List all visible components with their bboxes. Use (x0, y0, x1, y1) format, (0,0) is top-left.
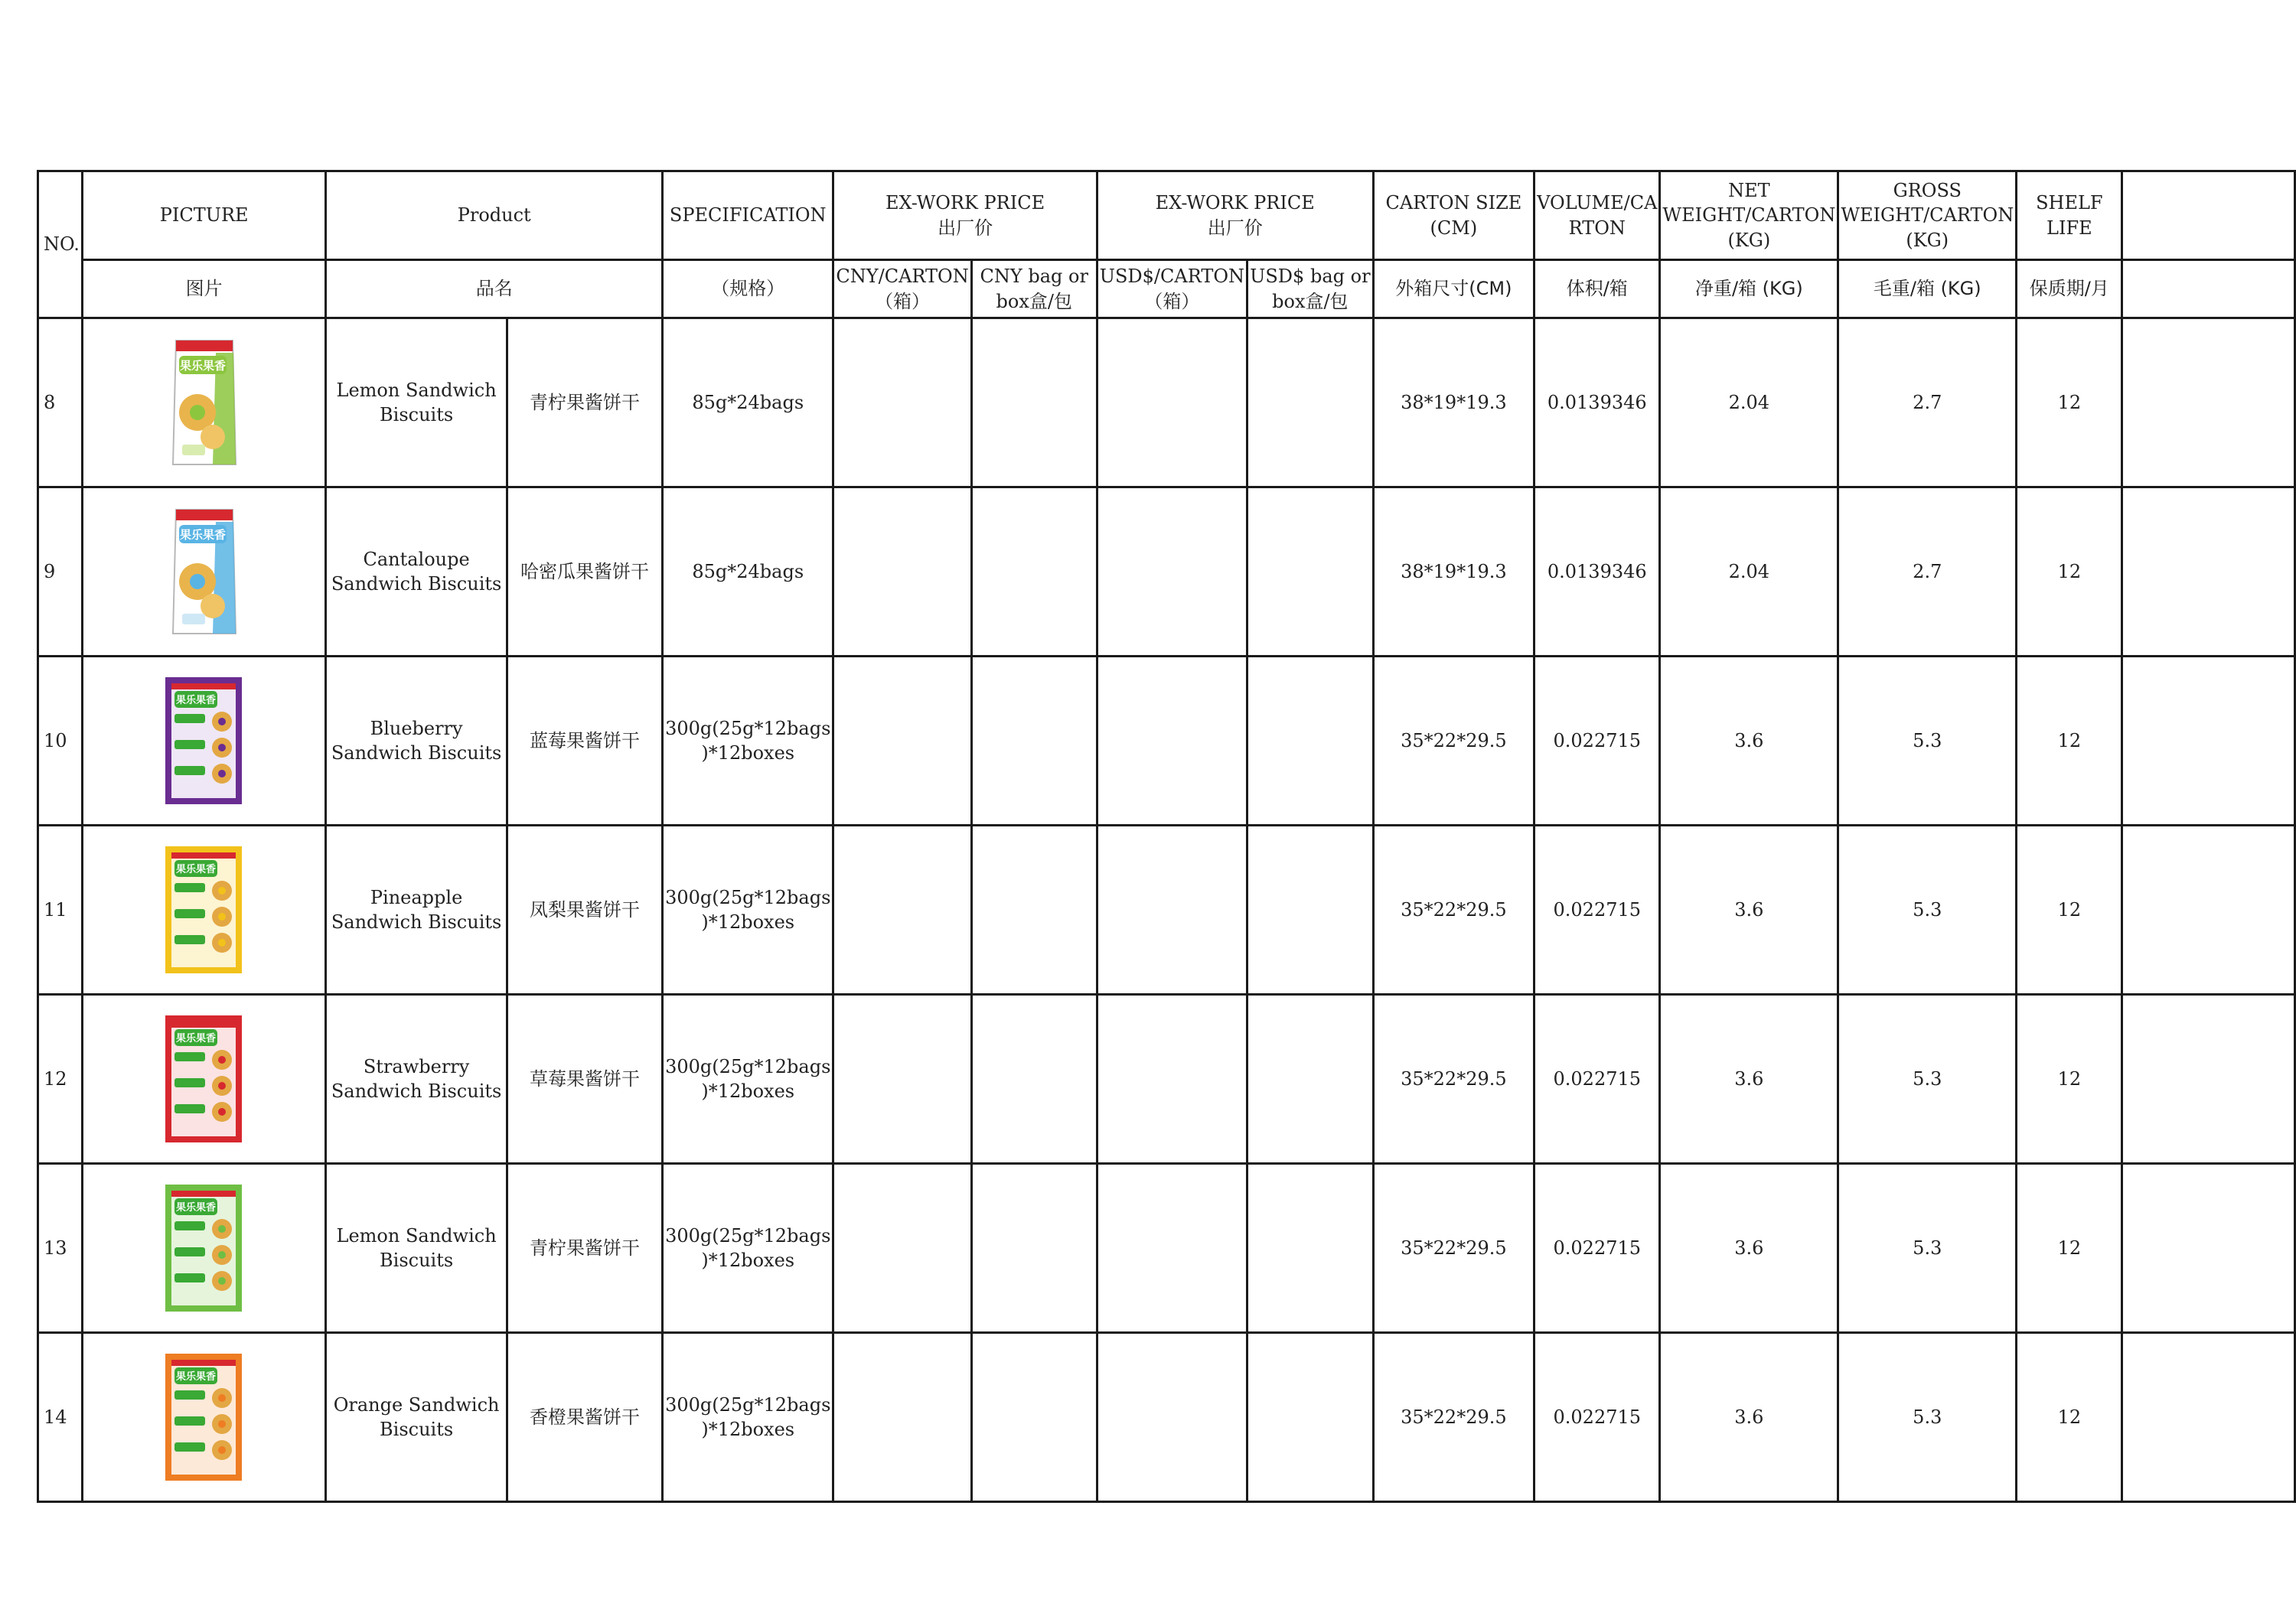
product-name-cn-line: 凤梨果酱饼干 (529, 898, 640, 921)
specification (663, 657, 833, 826)
usd-carton-price (1097, 1164, 1247, 1333)
product-package-icon (139, 1006, 269, 1152)
volume (1534, 318, 1660, 487)
volume-line: 0.022715 (1553, 898, 1642, 921)
usd-carton-price (1097, 487, 1247, 657)
header-picture: PICTURE (82, 171, 325, 260)
usd-carton-price (1097, 826, 1247, 995)
product-name-en-line: Sandwich Biscuits (331, 1080, 502, 1102)
header-exwork-usd (1097, 171, 1373, 260)
shelf-life (2017, 826, 2122, 995)
product-name-en (326, 487, 507, 657)
header-exwork-cny-line2: 出厂价 (938, 217, 993, 239)
header-exwork-cny-line1: EX-WORK PRICE (885, 192, 1045, 214)
gross-weight (1838, 826, 2017, 995)
header-carton-size (1373, 171, 1534, 260)
header-cny-bag (971, 260, 1097, 318)
product-name-cn (507, 487, 662, 657)
shelf-life-line: 12 (2057, 1237, 2082, 1259)
gross-weight-line: 2.7 (1913, 560, 1942, 582)
header-cny-bag-line1: CNY bag or (980, 266, 1088, 288)
row-number (38, 318, 83, 487)
usd-bag-price (1247, 826, 1374, 995)
specification (663, 995, 833, 1164)
cny-carton-price (833, 318, 971, 487)
specification-line: 300g(25g*12bags (665, 886, 831, 908)
extra (2122, 487, 2295, 657)
product-picture (82, 826, 325, 995)
header-volume-line1: VOLUME/CA (1537, 192, 1658, 214)
row-number-line: 11 (44, 898, 67, 921)
product-package-icon (139, 1344, 269, 1490)
specification-line: )*12boxes (701, 911, 795, 933)
header-extra (2122, 171, 2295, 260)
row-number-line: 9 (44, 560, 56, 582)
extra (2122, 826, 2295, 995)
product-name-cn (507, 1333, 662, 1502)
cny-bag-price (971, 1164, 1097, 1333)
gross-weight (1838, 657, 2017, 826)
product-picture (82, 657, 325, 826)
shelf-life (2017, 1164, 2122, 1333)
carton-size (1373, 318, 1534, 487)
specification-line: 85g*24bags (692, 391, 804, 413)
product-picture (82, 1164, 325, 1333)
net-weight (1660, 1333, 1838, 1502)
header-exwork-cny (833, 171, 1097, 260)
product-name-en-line: Blueberry (370, 717, 463, 739)
net-weight-line: 3.6 (1734, 898, 1764, 921)
cny-carton-price (833, 657, 971, 826)
gross-weight (1838, 1333, 2017, 1502)
product-name-en-line: Biscuits (380, 404, 454, 425)
table-row (38, 826, 2295, 995)
cny-bag-price (971, 487, 1097, 657)
row-number (38, 487, 83, 657)
carton-size (1373, 1164, 1534, 1333)
usd-bag-price (1247, 995, 1374, 1164)
carton-size-line: 38*19*19.3 (1401, 560, 1507, 582)
volume-line: 0.022715 (1553, 729, 1642, 751)
product-package-icon (139, 1175, 269, 1321)
product-picture (82, 487, 325, 657)
cny-bag-price (971, 657, 1097, 826)
header-gross-line2: WEIGHT/CARTON (1841, 204, 2014, 227)
row-number-line: 8 (44, 391, 56, 413)
header-exwork-usd-line2: 出厂价 (1207, 217, 1263, 239)
product-name-en (326, 1333, 507, 1502)
extra (2122, 657, 2295, 826)
extra (2122, 1164, 2295, 1333)
shelf-life-line: 12 (2057, 898, 2082, 921)
specification-line: )*12boxes (701, 1250, 795, 1271)
carton-size (1373, 1333, 1534, 1502)
product-name-en-line: Pineapple (370, 886, 463, 908)
net-weight-line: 3.6 (1734, 729, 1764, 751)
product-picture (82, 995, 325, 1164)
header-cny-carton-line2: （箱） (875, 290, 931, 312)
product-picture (82, 1333, 325, 1502)
volume-line: 0.022715 (1553, 1406, 1642, 1428)
volume (1534, 1333, 1660, 1502)
usd-carton-price (1097, 995, 1247, 1164)
header-row-chinese (38, 260, 2295, 318)
carton-size (1373, 657, 1534, 826)
carton-size-line: 35*22*29.5 (1401, 1237, 1507, 1259)
header-carton-size-line2: (CM) (1430, 217, 1478, 239)
header-shelf-line2: LIFE (2047, 217, 2092, 239)
specification-line: )*12boxes (701, 1419, 795, 1440)
gross-weight-line: 5.3 (1913, 729, 1942, 751)
carton-size-line: 35*22*29.5 (1401, 1406, 1507, 1428)
specification (663, 1164, 833, 1333)
product-name-cn-line: 青柠果酱饼干 (529, 391, 640, 413)
svg-text:果乐果香: 果乐果香 (179, 359, 226, 373)
usd-bag-price (1247, 1164, 1374, 1333)
table-row (38, 487, 2295, 657)
usd-carton-price (1097, 1333, 1247, 1502)
header-cny-carton (833, 260, 971, 318)
specification (663, 1333, 833, 1502)
header-carton-size-cn: 外箱尺寸(CM) (1373, 260, 1534, 318)
header-picture-cn: 图片 (82, 260, 325, 318)
carton-size-line: 35*22*29.5 (1401, 1067, 1507, 1090)
product-name-en-line: Sandwich Biscuits (331, 742, 502, 764)
gross-weight (1838, 318, 2017, 487)
product-name-en (326, 1164, 507, 1333)
product-name-cn-line: 青柠果酱饼干 (529, 1237, 640, 1259)
svg-text:果乐果香: 果乐果香 (175, 695, 216, 706)
carton-size-line: 38*19*19.3 (1401, 391, 1507, 413)
product-package-icon (139, 330, 269, 475)
product-name-en-line: Biscuits (380, 1419, 454, 1440)
header-volume-line2: RTON (1568, 217, 1626, 239)
specification-line: 85g*24bags (692, 560, 804, 582)
volume (1534, 995, 1660, 1164)
row-number-line: 14 (44, 1406, 67, 1428)
product-name-en-line: Lemon Sandwich (336, 379, 497, 401)
product-name-en (326, 826, 507, 995)
specification-line: 300g(25g*12bags (665, 717, 831, 739)
gross-weight (1838, 995, 2017, 1164)
row-number (38, 995, 83, 1164)
header-usd-bag-line2: box盒/包 (1272, 290, 1349, 312)
volume (1534, 657, 1660, 826)
header-net-line3: (KG) (1727, 229, 1771, 251)
extra (2122, 995, 2295, 1164)
header-usd-carton-line2: （箱） (1144, 290, 1200, 312)
usd-bag-price (1247, 487, 1374, 657)
product-name-en-line: Strawberry (363, 1055, 470, 1077)
table-row (38, 1333, 2295, 1502)
gross-weight (1838, 487, 2017, 657)
header-net-line2: WEIGHT/CARTON (1662, 204, 1836, 227)
carton-size (1373, 826, 1534, 995)
shelf-life (2017, 318, 2122, 487)
row-number-line: 12 (44, 1067, 67, 1090)
gross-weight-line: 5.3 (1913, 1237, 1942, 1259)
usd-bag-price (1247, 657, 1374, 826)
header-net-cn: 净重/箱 (KG) (1660, 260, 1838, 318)
volume-line: 0.022715 (1553, 1067, 1642, 1090)
header-gross-weight (1838, 171, 2017, 260)
header-extra-cn (2122, 260, 2295, 318)
header-usd-bag (1247, 260, 1374, 318)
product-name-en (326, 318, 507, 487)
row-number-line: 10 (44, 729, 67, 751)
shelf-life-line: 12 (2057, 1067, 2082, 1090)
volume (1534, 826, 1660, 995)
net-weight (1660, 487, 1838, 657)
cny-carton-price (833, 826, 971, 995)
table-row (38, 657, 2295, 826)
gross-weight-line: 5.3 (1913, 1406, 1942, 1428)
usd-bag-price (1247, 1333, 1374, 1502)
carton-size (1373, 995, 1534, 1164)
header-cny-bag-line2: box盒/包 (996, 290, 1072, 312)
row-number (38, 657, 83, 826)
cny-carton-price (833, 1164, 971, 1333)
header-shelf-cn: 保质期/月 (2017, 260, 2122, 318)
header-usd-carton-line1: USD$/CARTON (1099, 266, 1245, 288)
volume-line: 0.022715 (1553, 1237, 1642, 1259)
cny-carton-price (833, 487, 971, 657)
net-weight (1660, 995, 1838, 1164)
product-name-cn (507, 1164, 662, 1333)
usd-carton-price (1097, 318, 1247, 487)
usd-bag-price (1247, 318, 1374, 487)
header-net-line1: NET (1728, 179, 1770, 201)
cny-bag-price (971, 995, 1097, 1164)
header-usd-bag-line1: USD$ bag or (1250, 266, 1371, 288)
svg-text:果乐果香: 果乐果香 (175, 1033, 216, 1045)
row-number (38, 1333, 83, 1502)
header-product: Product (326, 171, 663, 260)
shelf-life (2017, 995, 2122, 1164)
svg-text:果乐果香: 果乐果香 (175, 1371, 216, 1383)
specification-line: )*12boxes (701, 1080, 795, 1102)
product-name-cn (507, 995, 662, 1164)
gross-weight-line: 5.3 (1913, 1067, 1942, 1090)
net-weight (1660, 1164, 1838, 1333)
cny-carton-price (833, 1333, 971, 1502)
usd-carton-price (1097, 657, 1247, 826)
net-weight-line: 2.04 (1728, 560, 1770, 582)
carton-size-line: 35*22*29.5 (1401, 898, 1507, 921)
volume (1534, 487, 1660, 657)
net-weight (1660, 826, 1838, 995)
header-row-english (38, 171, 2295, 260)
product-picture (82, 318, 325, 487)
specification (663, 487, 833, 657)
specification (663, 318, 833, 487)
product-name-cn (507, 318, 662, 487)
specification-line: 300g(25g*12bags (665, 1393, 831, 1416)
header-net-weight (1660, 171, 1838, 260)
shelf-life-line: 12 (2057, 1406, 2082, 1428)
svg-text:果乐果香: 果乐果香 (175, 1202, 216, 1214)
carton-size (1373, 487, 1534, 657)
volume-line: 0.0139346 (1547, 391, 1647, 413)
header-specification: SPECIFICATION (663, 171, 833, 260)
net-weight (1660, 657, 1838, 826)
header-product-cn: 品名 (326, 260, 663, 318)
shelf-life-line: 12 (2057, 560, 2082, 582)
row-number-line: 13 (44, 1237, 67, 1259)
product-name-cn (507, 826, 662, 995)
svg-text:果乐果香: 果乐果香 (179, 528, 226, 542)
header-gross-line1: GROSS (1893, 179, 1962, 201)
gross-weight-line: 5.3 (1913, 898, 1942, 921)
cny-bag-price (971, 1333, 1097, 1502)
row-number (38, 826, 83, 995)
extra (2122, 318, 2295, 487)
product-name-cn-line: 哈密瓜果酱饼干 (520, 560, 649, 582)
shelf-life (2017, 1333, 2122, 1502)
header-usd-carton (1097, 260, 1247, 318)
header-shelf-line1: SHELF (2036, 192, 2103, 214)
gross-weight-line: 2.7 (1913, 391, 1942, 413)
header-gross-cn: 毛重/箱 (KG) (1838, 260, 2017, 318)
specification-line: 300g(25g*12bags (665, 1055, 831, 1077)
shelf-life (2017, 657, 2122, 826)
volume-line: 0.0139346 (1547, 560, 1647, 582)
header-volume (1534, 171, 1660, 260)
product-name-en-line: Biscuits (380, 1250, 454, 1271)
header-specification-cn: （规格） (663, 260, 833, 318)
header-cny-carton-line1: CNY/CARTON (836, 266, 969, 288)
header-exwork-usd-line1: EX-WORK PRICE (1155, 192, 1315, 214)
specification-line: 300g(25g*12bags (665, 1224, 831, 1247)
product-name-en-line: Orange Sandwich (333, 1393, 500, 1416)
product-name-cn-line: 蓝莓果酱饼干 (529, 729, 640, 751)
table-row (38, 995, 2295, 1164)
table-row (38, 1164, 2295, 1333)
volume (1534, 1164, 1660, 1333)
cny-bag-price (971, 826, 1097, 995)
net-weight-line: 3.6 (1734, 1406, 1764, 1428)
header-volume-cn: 体积/箱 (1534, 260, 1660, 318)
header-shelf-life (2017, 171, 2122, 260)
table-row (38, 318, 2295, 487)
product-name-en-line: Lemon Sandwich (336, 1224, 497, 1247)
product-name-cn (507, 657, 662, 826)
specification (663, 826, 833, 995)
product-name-en (326, 995, 507, 1164)
shelf-life-line: 12 (2057, 729, 2082, 751)
product-name-en-line: Sandwich Biscuits (331, 911, 502, 933)
svg-text:果乐果香: 果乐果香 (175, 864, 216, 875)
net-weight-line: 3.6 (1734, 1237, 1764, 1259)
gross-weight (1838, 1164, 2017, 1333)
product-name-en (326, 657, 507, 826)
extra (2122, 1333, 2295, 1502)
net-weight (1660, 318, 1838, 487)
product-name-en-line: Sandwich Biscuits (331, 573, 502, 595)
net-weight-line: 3.6 (1734, 1067, 1764, 1090)
product-package-icon (139, 499, 269, 644)
shelf-life-line: 12 (2057, 391, 2082, 413)
net-weight-line: 2.04 (1728, 391, 1770, 413)
product-price-table (37, 170, 2296, 1503)
header-carton-size-line1: CARTON SIZE (1385, 192, 1522, 214)
carton-size-line: 35*22*29.5 (1401, 729, 1507, 751)
product-name-cn-line: 草莓果酱饼干 (529, 1067, 640, 1090)
row-number (38, 1164, 83, 1333)
product-name-cn-line: 香橙果酱饼干 (529, 1406, 640, 1428)
cny-bag-price (971, 318, 1097, 487)
header-no: NO. (38, 171, 83, 318)
cny-carton-price (833, 995, 971, 1164)
product-package-icon (139, 837, 269, 983)
product-name-en-line: Cantaloupe (363, 548, 470, 570)
specification-line: )*12boxes (701, 742, 795, 764)
product-package-icon (139, 668, 269, 813)
header-gross-line3: (KG) (1906, 229, 1949, 251)
shelf-life (2017, 487, 2122, 657)
